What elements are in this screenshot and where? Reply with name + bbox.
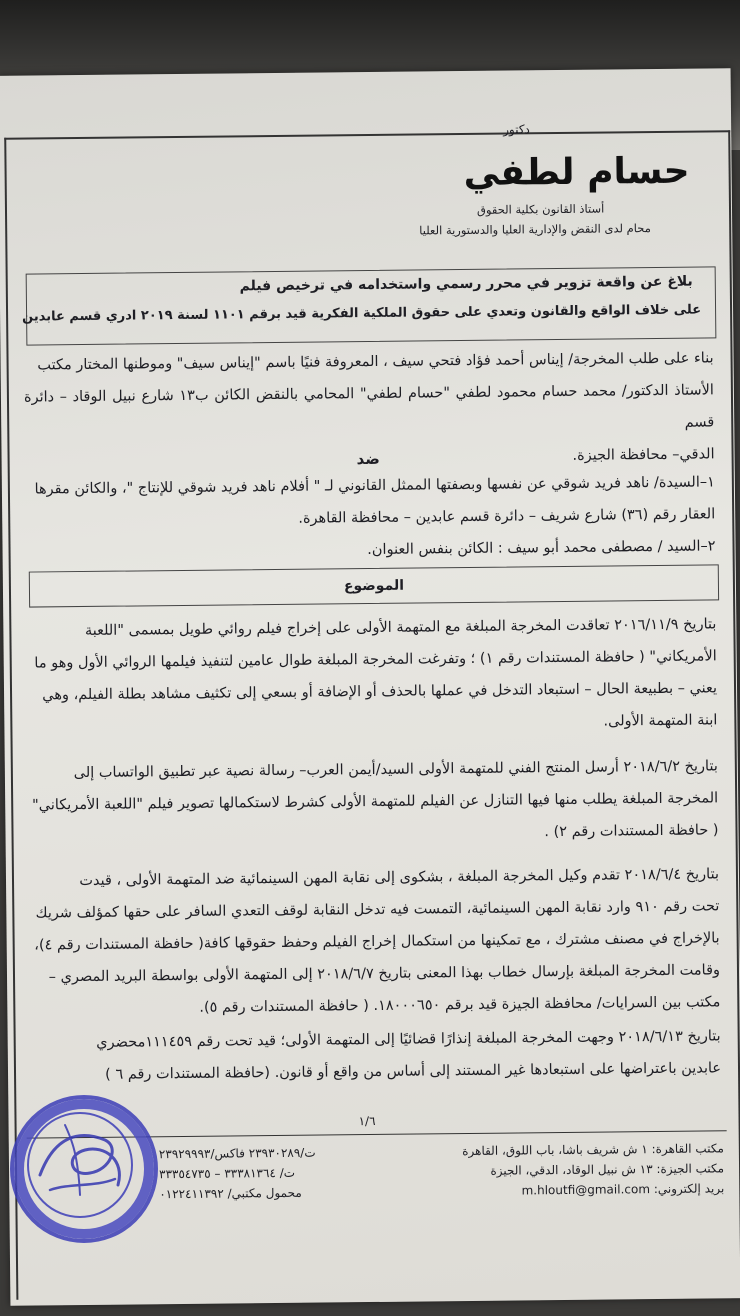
- footer-phone-cairo: ت/٢٣٩٣٠٢٨٩ فاكس/٢٣٩٢٩٩٩٣: [158, 1145, 316, 1162]
- header-name: حسام لطفي: [463, 150, 690, 194]
- stamp-seal-icon: [10, 1095, 158, 1243]
- subject-line1: بلاغ عن واقعة تزوير في محرر رسمي واستخدامه في ترخيص فيلم: [239, 273, 693, 295]
- fact-3: [29, 858, 721, 1025]
- fact-2: [28, 750, 719, 853]
- against-item1-line1: ١–السيدة/ ناهد فريد شوقي عن نفسها وبصفتها الممثل القانوني لـ " أفلام ناهد فريد شوقي للإنتاج "، والكائن مقرها: [34, 474, 715, 498]
- fact-1-line3: يعني – بطبيعة الحال – استبعاد التدخل في عملها بالحذف أو الإضافة أو بسعي إلى تكثيف مشاهد بطلة الفيلم، وهي: [42, 680, 718, 704]
- footer-office-giza: مكتب الجيزة: ١٣ ش نبيل الوقاد، الدقي، الجيزة: [490, 1161, 725, 1178]
- intro-line1: بناء على طلب المخرجة/ إيناس أحمد فؤاد فتحي سيف ، المعروفة فنيًا باسم "إيناس سيف" وموطنها المختار مكتب: [37, 350, 714, 374]
- fact-3-line1: بتاريخ ٢٠١٨/٦/٤ تقدم وكيل المخرجة المبلغة ، بشكوى إلى نقابة المهن السينمائية ضد المتهمة الأولى ، قيدت: [79, 866, 720, 890]
- topic-label: الموضوع: [343, 577, 405, 595]
- page-number: ١/٦: [358, 1113, 376, 1129]
- intro-line3: الدقي– محافظة الجيزة.: [572, 446, 715, 464]
- fact-2-line2: المخرجة المبلغة يطلب منها فيها التنازل عن الفيلم للمتهمة الأولى كشرط لاستكمالها تصوير فيلم "اللعبة الأمريكاني": [31, 790, 719, 814]
- fact-4: [31, 1020, 722, 1091]
- fact-3-line4: وقامت المخرجة المبلغة بإرسال خطاب بهذا المعنى بتاريخ ٢٠١٨/٦/٧ إلى المتهمة الأولى بواسطة البريد المصري –: [48, 962, 721, 986]
- against-section: [25, 466, 716, 569]
- against-item2: ٢–السيد / مصطفى محمد أبو سيف : الكائن بنفس العنوان.: [367, 538, 716, 559]
- footer-phone-giza: ت/ ٣٣٣٨١٣٦٤ – ٣٣٣٥٤٧٣٥: [159, 1165, 296, 1182]
- fact-2-line1: بتاريخ ٢٠١٨/٦/٢ أرسل المنتج الفني للمتهمة الأولى السيد/أيمن العرب– رسالة نصية عبر تطبيق الواتساب إلى: [73, 758, 718, 782]
- fact-4-line2: عابدين باعتراضها على استبعادها غير المستند إلى أساس من واقع أو قانون. (حافظة المستندات رقم ٦ ): [105, 1060, 722, 1083]
- fact-4-line1: بتاريخ ٢٠١٨/٦/١٣ وجهت المخرجة المبلغة إنذارًا قضائيًا إلى المتهمة الأولى؛ قيد تحت رقم ١١١٤٥٩محضري: [96, 1028, 721, 1051]
- footer-office-cairo: مكتب القاهرة: ١ ش شريف باشا، باب اللوق، القاهرة: [462, 1141, 724, 1159]
- subject-line2: على خلاف الواقع والقانون وتعدي على حقوق الملكية الفكرية قيد برقم ١١٠١ لسنة ٢٠١٩ ادري قسم عابدين: [22, 302, 702, 325]
- header-prefix: دكتور: [503, 122, 530, 137]
- fact-3-line5: مكتب بين السرايات/ محافظة الجيزة قيد برقم ١٨٠٠٠٦٥٠. ( حافظة المستندات رقم ٥).: [199, 994, 721, 1016]
- footer-mobile: محمول مكتبي/ ٠١٢٢٤١١٣٩٢: [159, 1185, 302, 1202]
- intro-line2: الأستاذ الدكتور/ محمد حسام محمود لطفي "حسام لطفي" المحامي بالنقض الكائن ب١٣ شارع نبيل الوقاد – دائرة قسم: [23, 382, 715, 431]
- fact-2-line3: ( حافظة المستندات رقم ٢) .: [544, 822, 719, 841]
- topic-box: [29, 564, 719, 607]
- fact-3-line3: بالإخراج في مصنف مشترك ، مع تمكينها من استكمال إخراج الفيلم وحفظ حقوقها كافة( حافظة المستندات رقم ٤)،: [34, 930, 720, 954]
- footer-email: بريد إلكتروني: m.hloutfi@gmail.com: [521, 1181, 725, 1198]
- fact-1-line2: الأمريكاني" ( حافظة المستندات رقم ١) ؛ وتفرغت المخرجة المبلغة طوال عامين لتنفيذ فيلمها الروائي الأول وهو ما: [34, 648, 717, 672]
- fact-1-line4: ابنة المتهمة الأولى.: [603, 712, 718, 730]
- fact-3-line2: تحت رقم ٩١٠ وارد نقابة المهن السينمائية، التمست فيه تدخل النقابة لوقف التعدي السافر على حقها كمؤلف شريك: [35, 898, 720, 922]
- header-title-line2: محام لدى النقض والإدارية العليا والدستورية العليا: [419, 221, 651, 238]
- header-title-line1: أستاذ القانون بكلية الحقوق: [476, 201, 605, 217]
- against-item1-line2: العقار رقم (٣٦) شارع شريف – دائرة قسم عابدين – محافظة القاهرة.: [298, 506, 716, 527]
- against-label: ضد: [356, 449, 380, 469]
- fact-1-line1: بتاريخ ٢٠١٦/١١/٩ تعاقدت المخرجة المبلغة مع المتهمة الأولى على إخراج فيلم روائي طويل بمسمى "اللعبة: [84, 616, 717, 639]
- fact-1: [26, 608, 717, 743]
